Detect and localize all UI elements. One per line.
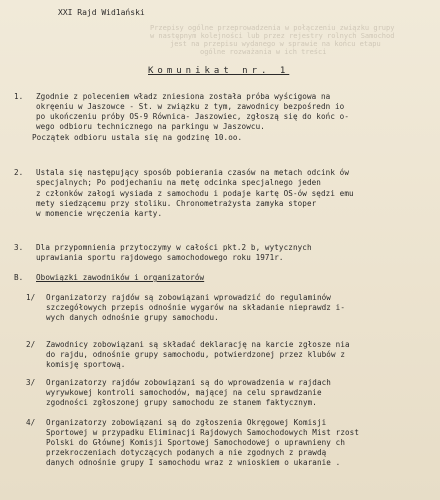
item-number: 1/ (26, 293, 36, 302)
item-4-line: Sportowej w przypadku Eliminacji Rajdowych Samochodowych Mist rzost (46, 428, 360, 437)
section-1-line: Zgodnie z poleceniem władz zniesiona została próba wyścigowa na (36, 92, 331, 101)
section-number: 3. (14, 243, 24, 252)
item-2-line: Zawodnicy zobowiązani są składać deklarację na karcie zgłosze nia (46, 340, 350, 349)
section-1-line: wego odbioru technicznego na parkingu w Jaszowcu. (36, 122, 265, 131)
item-number: 3/ (26, 378, 36, 387)
section-2-line: z członków załogi wysiada z samochodu i podaje kartę OS-ów sędzi emu (36, 189, 354, 198)
item-4-line: danych odnośnie grupy I samochodu wraz z wnioskiem o ukaranie . (46, 458, 341, 467)
bleed-through-line: jest na przepisu wydanego w sprawie na końcu etapu (170, 40, 381, 48)
section-1-line: po ukończeniu próby OS-9 Równica- Jaszowiec, zgłoszą się do końc o- (36, 112, 350, 121)
item-3-line: zgodności zgłoszonej grupy samochodu ze stanem faktycznym. (46, 398, 317, 407)
item-4-line: przekroczeniach dotyczących podanych a nie zgodnych z prawdą (46, 448, 327, 457)
bleed-through-line: ogólne rozważania w ich treści (200, 48, 327, 56)
section-number: 2. (14, 168, 24, 177)
section-3-line: Dla przypomnienia przytoczymy w całości pkt.2 b, wytycznych (36, 243, 312, 252)
item-1-line: szczegółowych przepis odnośnie wygarów na składanie nieprawdz i- (46, 303, 345, 312)
bleed-through-line: Przepisy ogólne przeprowadzenia w połączeniu związku grupy (150, 24, 395, 32)
item-3-line: Organizatorzy rajdów zobowiązani są do wprowadzenia w rajdach (46, 378, 331, 387)
section-1-line: okręeniu w Jaszowce - St. w związku z tym, zawodnicy bezpośredn io (36, 102, 345, 111)
item-number: 2/ (26, 340, 36, 349)
item-4-line: Organizatorzy zobowiązani są do zgłoszenia Okręgowej Komisji (46, 418, 327, 427)
document-title: Komunikat nr. 1 (148, 66, 290, 76)
section-2-line: specjalnych; Po podjechaniu na metę odcinka specjalnego jeden (36, 178, 321, 187)
bleed-through-line: w następnym kolejności lub przez rejestry rolnych Samochod (150, 32, 395, 40)
item-2-line: do rajdu, odnośnie grupy samochodu, potwierdzonej przez klubów z (46, 350, 345, 359)
item-3-line: wyrywkowej kontroli samochodów, mającej na celu sprawdzanie (46, 388, 322, 397)
rally-name-header: XXI Rajd Wid1ański (58, 8, 145, 17)
item-number: 4/ (26, 418, 36, 427)
item-1-line: wych danych odnośnie grupy samochodu. (46, 313, 219, 322)
item-2-line: komisję sportową. (46, 360, 126, 369)
item-1-line: Organizatorzy rajdów są zobowiązani wprowadzić do regulaminów (46, 293, 331, 302)
section-2-line: mety siedzącemu przy stoliku. Chronometrażysta zamyka stoper (36, 199, 317, 208)
section-1-line: Początek odbioru ustala się na godzinę 10.oo. (32, 133, 243, 142)
section-b-number: B. (14, 273, 24, 282)
section-number: 1. (14, 92, 24, 101)
section-2-line: w momencie wręczenia karty. (36, 209, 163, 218)
item-4-line: Polski do Głównej Komisji Sportowej Samochodowej o uprawnieny ch (46, 438, 345, 447)
section-3-line: uprawiania sportu rajdowego samochodowego roku 1971r. (36, 253, 284, 262)
section-2-line: Ustala się następujący sposób pobierania czasów na metach odcink ów (36, 168, 350, 177)
section-b-heading: Obowiązki zawodników i organizatorów (36, 273, 205, 282)
